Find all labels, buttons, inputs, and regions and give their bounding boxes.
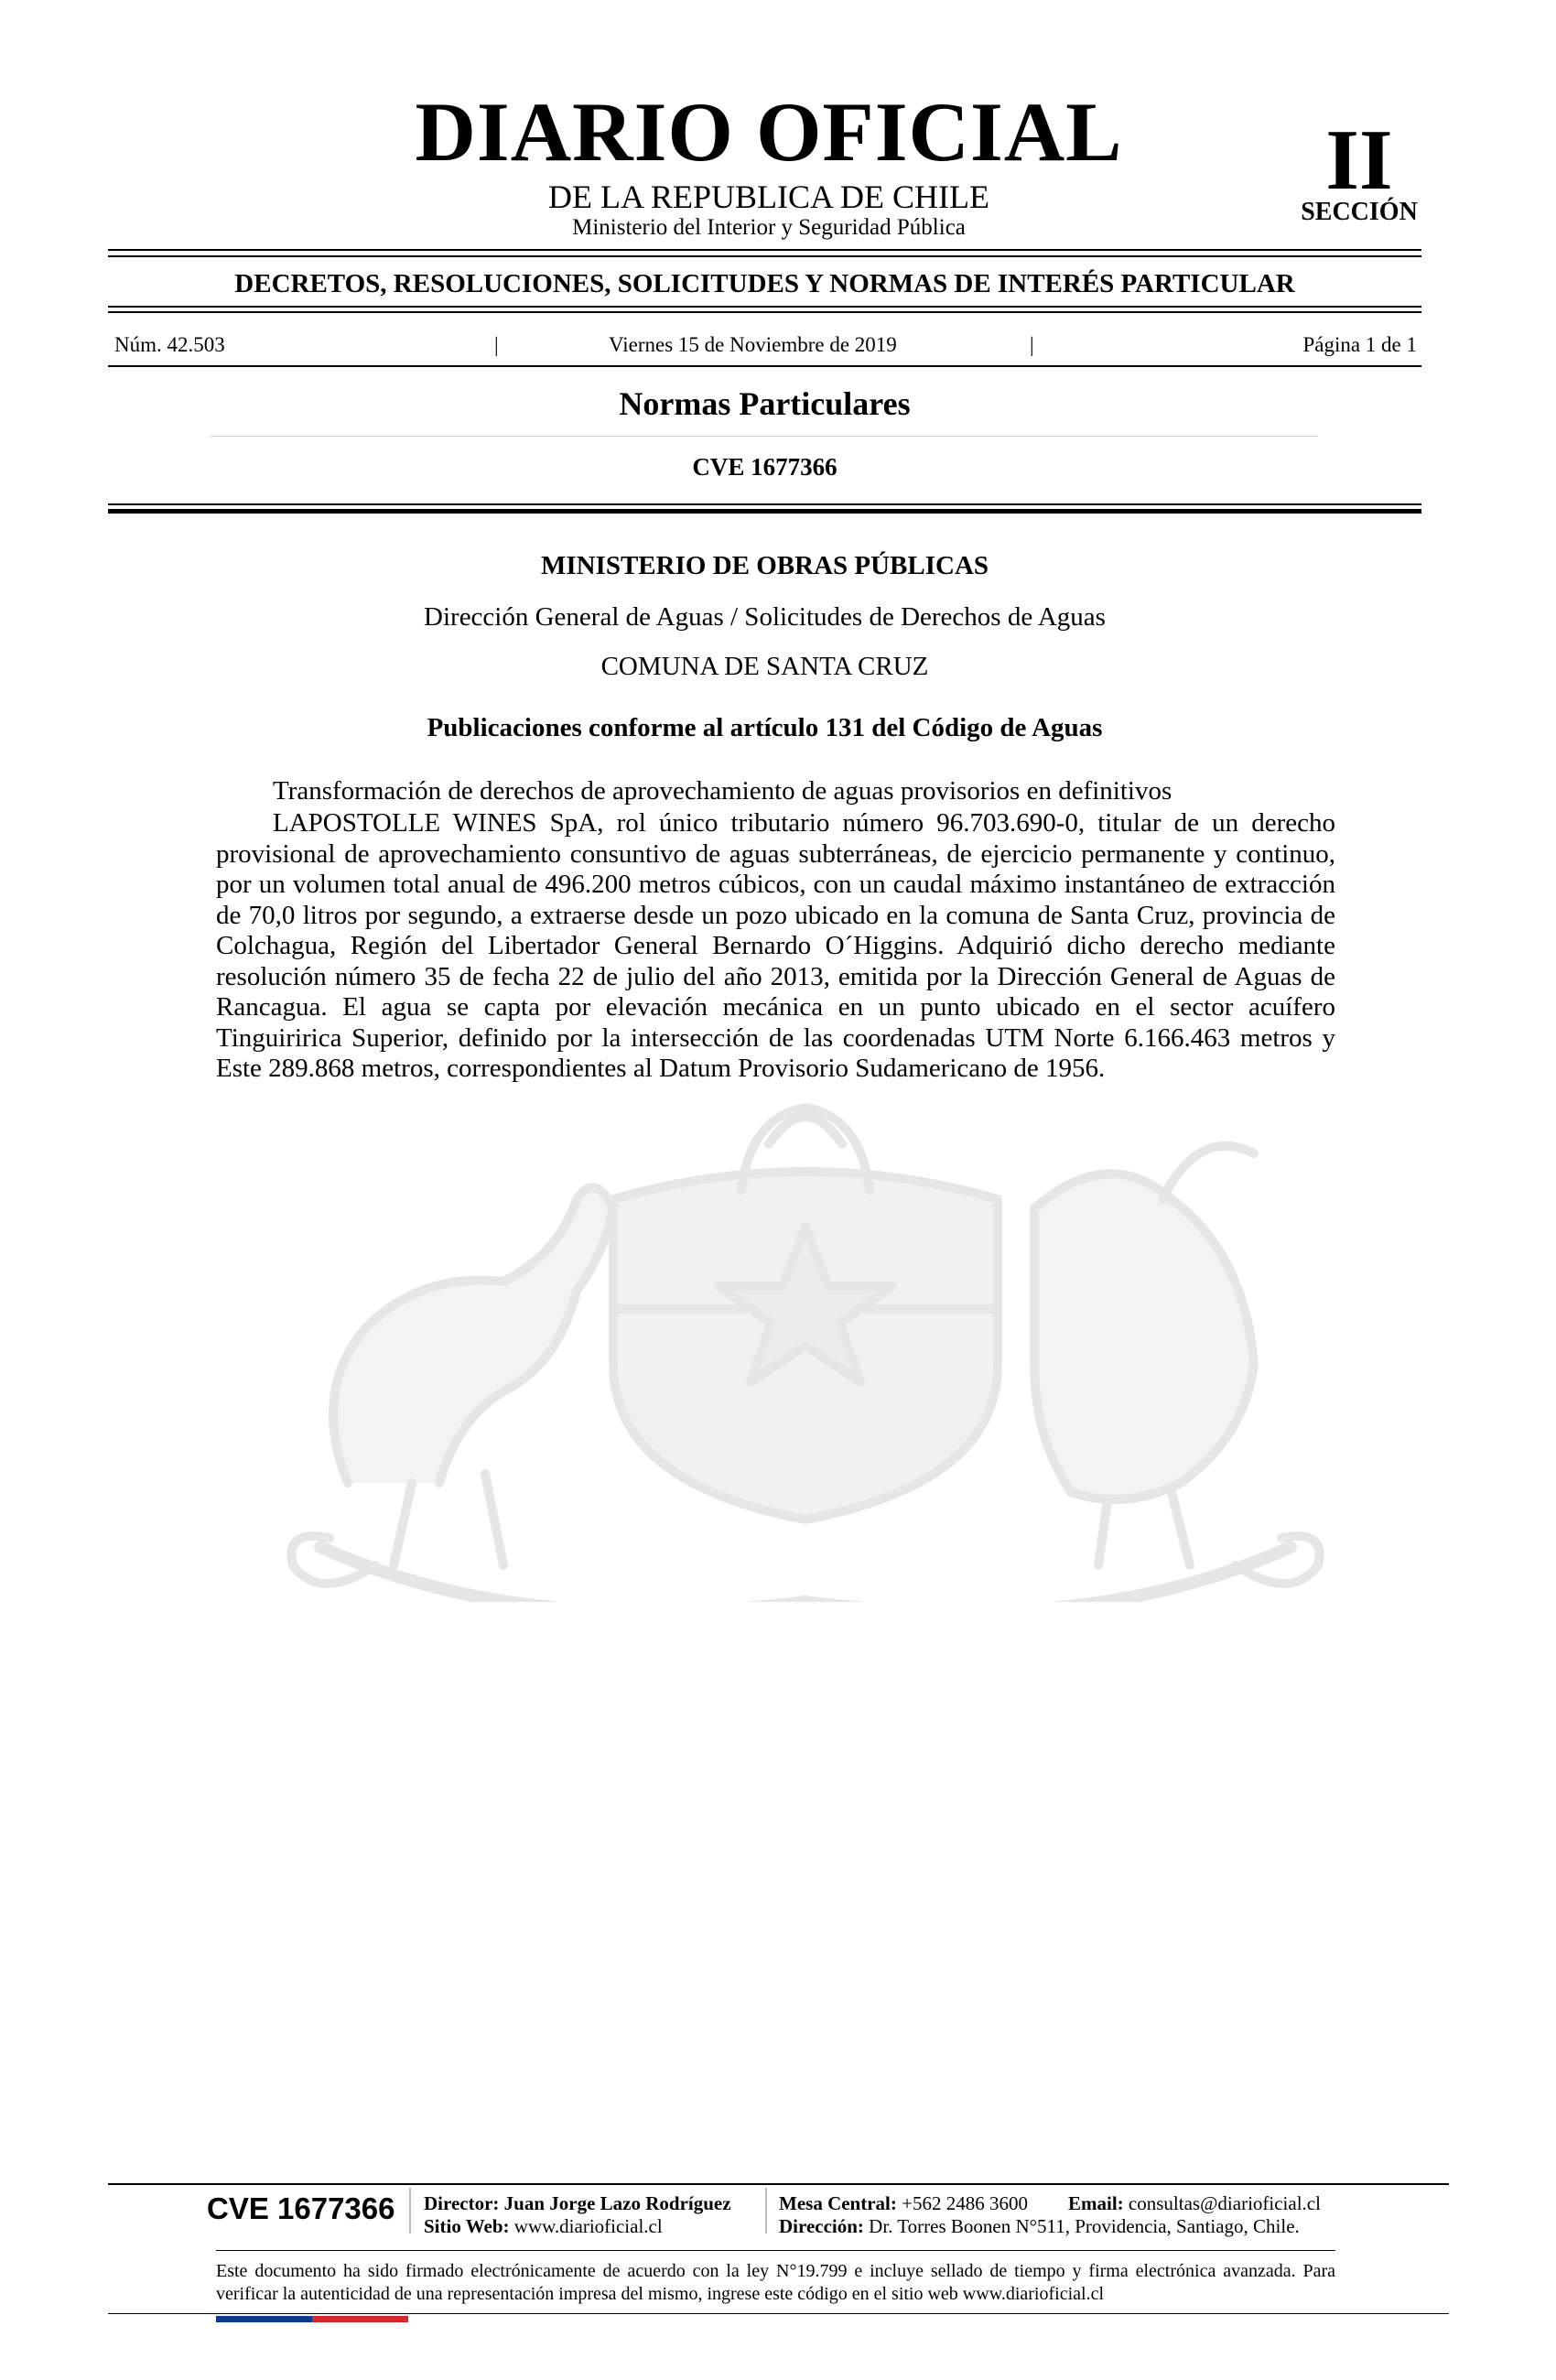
category-rule-2 [108,311,1421,313]
cve-rule-1 [108,503,1421,505]
footer-divider [765,2188,767,2234]
masthead-rule-1 [108,249,1421,251]
publication-heading: Publicaciones conforme al artículo 131 del Código de Aguas [427,713,1103,742]
section-label: SECCIÓN [1301,198,1418,226]
issue-date: Viernes 15 de Noviembre de 2019 [609,333,897,356]
footer-cve: CVE 1677366 [207,2191,395,2225]
notice-title: Transformación de derechos de aprovechamiento de aguas provisorios en definitivos [273,776,1172,806]
issue-separator: | [1030,333,1034,356]
notice-body: LAPOSTOLLE WINES SpA, rol único tributario número 96.703.690-0, titular de un derecho provisional de aprovechamiento consuntivo de aguas subterráneas, de ejercicio permanente y continuo, por un volumen total anual de 496.200 metros cúbicos, con un caudal máximo instantáneo de extracción de 70,0 litros por segundo, a extraerse desde un pozo ubicado en la comuna de Santa Cruz, provincia de Colchagua, Región del Libertador General Bernardo O´Higgins. Adquirió dicho derecho mediante resolución número 35 de fecha 22 de julio del año 2013, emitida por la Dirección General de Aguas de Rancagua. El agua se capta por elevación mecánica en un punto ubicado en el sector acuífero Tinguiririca Superior, definido por la intersección de las coordenadas UTM Norte 6.166.463 metros y Este 289.868 metros, correspondientes al Datum Provisorio Sudamericano de 1956. [216,808,1335,1083]
masthead-rule-2 [108,255,1421,257]
footer-rule [216,2250,1335,2251]
commune-line: COMUNA DE SANTA CRUZ [600,652,929,681]
flag-red-stripe [312,2316,408,2322]
cve-heading: CVE 1677366 [692,453,837,481]
footer-email [1068,2194,1321,2213]
footer-phone-value: +562 2486 3600 [902,2192,1028,2214]
footer-address-label: Dirección: [779,2215,864,2237]
section-divider [211,436,1318,437]
directorate-line: Dirección General de Aguas / Solicitudes de Derechos de Aguas [424,602,1106,632]
footer-director-value: Juan Jorge Lazo Rodríguez [503,2192,731,2214]
section-heading: Normas Particulares [619,385,911,422]
masthead-ministry: Ministerio del Interior y Seguridad Pública [572,215,966,240]
footer-web [424,2217,663,2236]
footer-director-label: Director: [424,2192,500,2214]
footer-rule [108,2313,1449,2314]
flag-bar [216,2316,408,2322]
footer-address-value: Dr. Torres Boonen N°511, Providencia, Santiago, Chile. [869,2215,1300,2237]
coat-of-arms-icon [229,1089,1382,1602]
masthead-title: DIARIO OFICIAL [415,85,1123,178]
cve-rule-2 [108,509,1421,514]
footer-email-label: Email: [1068,2192,1124,2214]
footer-web-link[interactable]: www.diarioficial.cl [513,2215,663,2237]
masthead-subtitle: DE LA REPUBLICA DE CHILE [548,178,989,215]
footer-director [424,2194,731,2213]
category-rule-1 [108,306,1421,308]
issue-number: Núm. 42.503 [114,333,225,356]
footer-notice: Este documento ha sido firmado electrónicamente de acuerdo con la ley N°19.799 e incluye sellado de tiempo y firma electrónica avanzada. Para verificar la autenticidad de una representación impresa del mismo, ingrese este código en el sitio web www.diarioficial.cl [216,2261,1335,2304]
footer-address [779,2217,1300,2236]
section-number: II [1325,113,1393,208]
ministry-heading: MINISTERIO DE OBRAS PÚBLICAS [540,551,989,580]
footer-phone [779,2194,1028,2213]
page-indicator: Página 1 de 1 [1302,333,1417,356]
footer-phone-label: Mesa Central: [779,2192,897,2214]
flag-blue-stripe [216,2316,312,2322]
infobar-rule [108,365,1421,367]
footer-email-link[interactable]: consultas@diarioficial.cl [1128,2192,1321,2214]
category-title: DECRETOS, RESOLUCIONES, SOLICITUDES Y NORMAS DE INTERÉS PARTICULAR [234,269,1295,298]
footer-web-label: Sitio Web: [424,2215,510,2237]
footer-divider [409,2188,411,2234]
issue-separator: | [494,333,499,356]
footer-rule [108,2183,1449,2185]
